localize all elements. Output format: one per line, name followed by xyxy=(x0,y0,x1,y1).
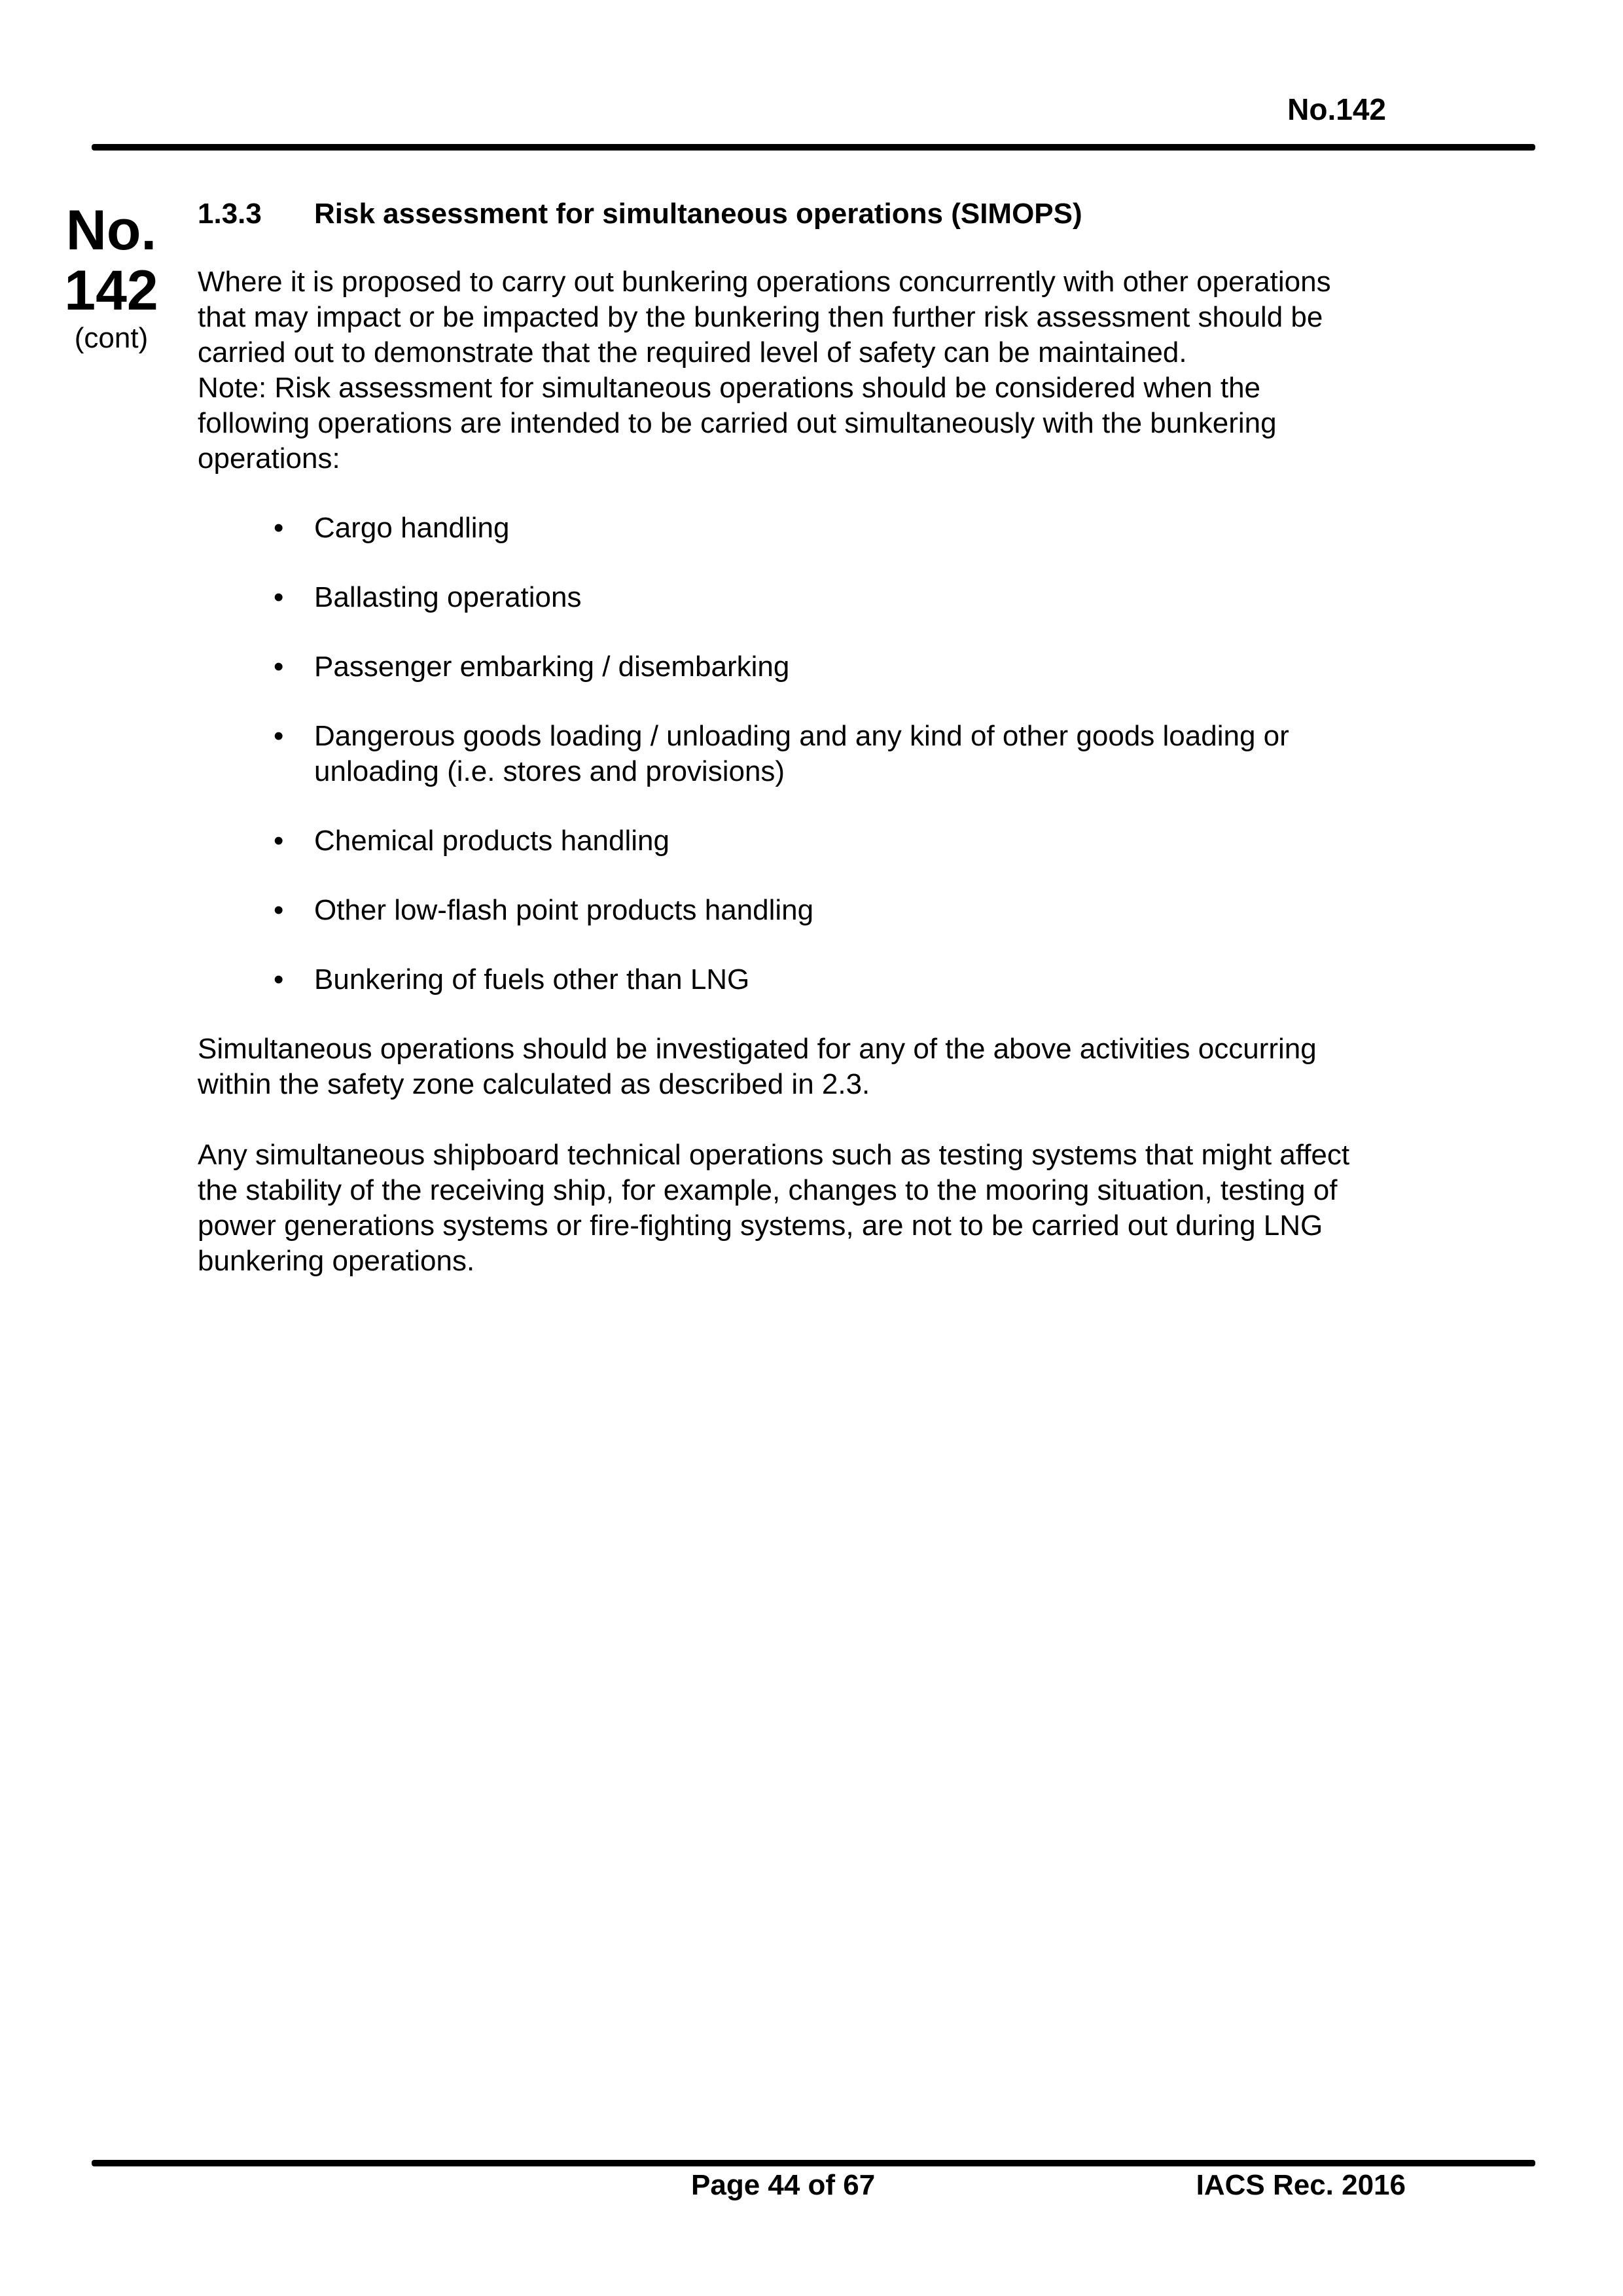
list-item-text xyxy=(314,580,1441,615)
list-item xyxy=(198,511,1441,546)
bullet-icon: • xyxy=(274,963,284,996)
page-number: Page 44 of 67 xyxy=(691,2169,876,2201)
margin-block xyxy=(63,200,160,356)
bullet-icon: • xyxy=(274,512,284,544)
list-item xyxy=(198,649,1441,685)
header-reference: No.142 xyxy=(1287,92,1386,126)
footer-rule xyxy=(92,2160,1535,2166)
text-line: that may impact or be impacted by the bunkering then further risk assessment should be xyxy=(198,301,1323,333)
text-line: Passenger embarking / disembarking xyxy=(314,651,790,683)
bullet-icon: • xyxy=(274,825,284,857)
list-item xyxy=(198,580,1441,615)
intro-paragraph xyxy=(198,264,1441,476)
text-line: Dangerous goods loading / unloading and any kind of other goods loading or xyxy=(314,720,1289,752)
section-content xyxy=(198,196,1441,1279)
bullet-icon: • xyxy=(274,581,284,613)
text-line: power generations systems or fire-fighting systems, are not to be carried out during LNG xyxy=(198,1210,1323,1242)
list-item-text xyxy=(314,823,1441,859)
text-line: operations: xyxy=(198,442,340,475)
text-line: Where it is proposed to carry out bunkering operations concurrently with other operations xyxy=(198,266,1331,298)
text-line: the stability of the receiving ship, for example, changes to the mooring situation, testing of xyxy=(198,1174,1338,1206)
margin-no-label: No. xyxy=(65,199,157,262)
text-line: Ballasting operations xyxy=(314,581,582,613)
text-line: Any simultaneous shipboard technical operations such as testing systems that might affect xyxy=(198,1139,1350,1171)
list-item xyxy=(198,893,1441,928)
list-item-text xyxy=(314,962,1441,997)
bullet-icon: • xyxy=(274,720,284,752)
text-line: Chemical products handling xyxy=(314,825,669,857)
document-reference: IACS Rec. 2016 xyxy=(1196,2169,1406,2201)
text-line: Cargo handling xyxy=(314,512,510,544)
list-item-text xyxy=(314,649,1441,685)
bullet-icon: • xyxy=(274,651,284,683)
text-line: carried out to demonstrate that the required level of safety can be maintained. xyxy=(198,336,1187,368)
technical-operations-paragraph xyxy=(198,1138,1441,1279)
text-line: Simultaneous operations should be investigated for any of the above activities occurring xyxy=(198,1033,1317,1065)
list-item xyxy=(198,719,1441,789)
text-line: unloading (i.e. stores and provisions) xyxy=(314,755,785,787)
simops-investigation-paragraph xyxy=(198,1031,1441,1102)
text-line: bunkering operations. xyxy=(198,1245,475,1277)
list-item-text xyxy=(314,719,1441,789)
list-item xyxy=(198,823,1441,859)
list-item xyxy=(198,962,1441,997)
text-line: Note: Risk assessment for simultaneous operations should be considered when the xyxy=(198,372,1261,404)
text-line: within the safety zone calculated as described in 2.3. xyxy=(198,1068,870,1100)
section-heading xyxy=(198,196,1441,232)
text-line: Other low-flash point products handling xyxy=(314,894,814,926)
section-number: 1.3.3 xyxy=(198,198,262,230)
section-title: Risk assessment for simultaneous operations (SIMOPS) xyxy=(314,198,1082,230)
text-line: Bunkering of fuels other than LNG xyxy=(314,963,750,996)
bullet-icon: • xyxy=(274,894,284,926)
list-item-text xyxy=(314,511,1441,546)
margin-cont-label: (cont) xyxy=(74,322,149,354)
operations-list xyxy=(198,511,1441,997)
header-rule xyxy=(92,144,1535,151)
text-line: following operations are intended to be carried out simultaneously with the bunkering xyxy=(198,407,1277,439)
list-item-text xyxy=(314,893,1441,928)
margin-number: 142 xyxy=(64,259,158,322)
